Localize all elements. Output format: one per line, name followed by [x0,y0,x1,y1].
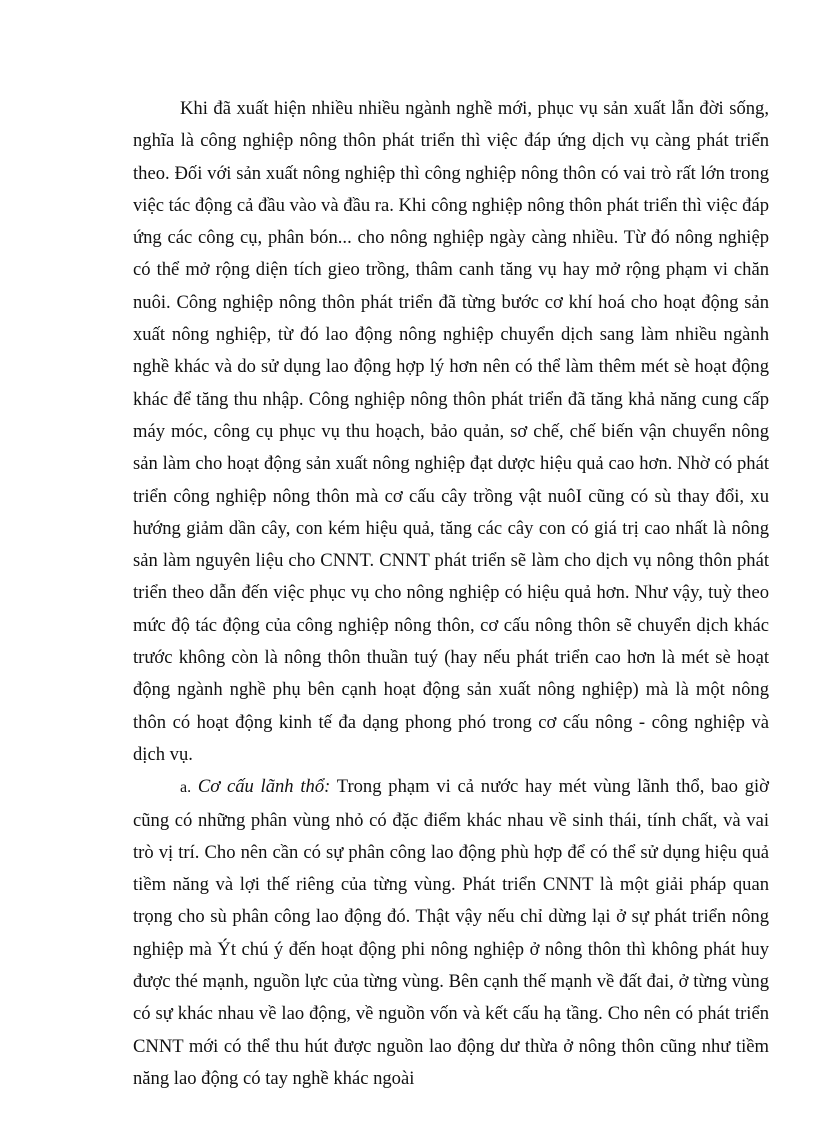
paragraph-rural-industry-impact: Khi đã xuất hiện nhiều nhiều ngành nghề mới, phục vụ sản xuất lẫn đời sống, nghĩa là công nghiệp nông thôn phát triển thì việc đáp ứng dịch vụ càng phát triển theo. Đối với sản xuất nông nghiệp thì công nghiệp nông thôn có vai trò rất lớn trong việc tác động cả đầu vào và đầu ra. Khi công nghiệp nông thôn phát triển thì việc đáp ứng các công cụ, phân bón... cho nông nghiệp ngày càng nhiều. Từ đó nông nghiệp có thể mở rộng diện tích gieo trồng, thâm canh tăng vụ hay mở rộng phạm vi chăn nuôi. Công nghiệp nông thôn phát triển đã từng bước cơ khí hoá cho hoạt động sản xuất nông nghiệp, từ đó lao động nông nghiệp chuyển dịch sang làm nhiều ngành nghề khác và do sử dụng lao động hợp lý hơn nên có thể làm thêm mét sè hoạt động khác để tăng thu nhập. Công nghiệp nông thôn phát triển đã tăng khả năng cung cấp máy móc, công cụ phục vụ thu hoạch, bảo quản, sơ chế, chế biến vận chuyển nông sản làm cho hoạt động sản xuất nông nghiệp đạt dược hiệu quả cao hơn. Nhờ có phát triển công nghiệp nông thôn mà cơ cấu cây trồng vật nuôI cũng có sù thay đổi, xu hướng giảm dần cây, con kém hiệu quả, tăng các cây con có giá trị cao nhất là nông sản làm nguyên liệu cho CNNT. CNNT phát triển sẽ làm cho dịch vụ nông thôn phát triển theo dẫn đến việc phục vụ cho nông nghiệp có hiệu quả hơn. Như vậy, tuỳ theo mức độ tác động của công nghiệp nông thôn, cơ cấu nông thôn sẽ chuyển dịch khác trước không còn là nông thôn thuần tuý (hay nếu phát triển cao hơn là mét sè hoạt động ngành nghề phụ bên cạnh hoạt động sản xuất nông nghiệp) mà là một nông thôn có hoạt động kinh tế đa dạng phong phó trong cơ cấu nông - công nghiệp và dịch vụ. [133,98,769,765]
document-page [133,93,769,1095]
paragraph-territorial-structure [133,771,769,1095]
section-heading: Cơ cấu lãnh thổ: [197,776,331,798]
section-body-text: Trong phạm vi cả nước hay mét vùng lãnh thổ, bao giờ cũng có những phân vùng nhỏ có đặc điểm khác nhau về sinh thái, tính chất, và vai trò vị trí. Cho nên cần có sự phân công lao động phù hợp để có thể sử dụng hiệu quả tiềm năng và lợi thế riêng của từng vùng. Phát triển CNNT là một giải pháp quan trọng cho sù phân công lao động đó. Thật vậy nếu chỉ dừng lại ở sự phát triển nông nghiệp mà Ýt chú ý đến hoạt động phi nông nghiệp ở nông thôn thì không phát huy được thé mạnh, nguồn lực của từng vùng. Bên cạnh thế mạnh về đất đai, ở từng vùng có sự khác nhau về lao động, về nguồn vốn và kết cấu hạ tầng. Cho nên có phát triển CNNT mới có thể thu hút được nguồn lao động dư thừa ở nông thôn cũng như tiềm năng lao động có tay nghề khác ngoài [133,776,769,1089]
list-marker: a. [180,779,192,797]
